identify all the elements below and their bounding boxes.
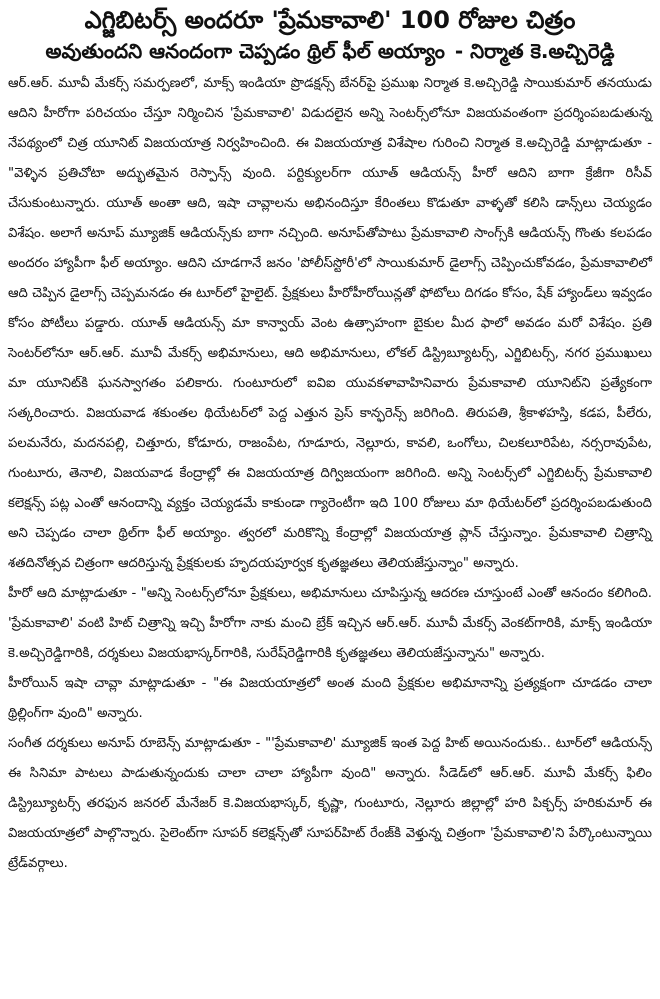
- paragraph-producer-quote: ఆర్.ఆర్. మూవీ మేకర్స్ సమర్పణలో, మాక్స్ ఇండియా ప్రొడక్షన్స్ బేనర్‌పై ప్రముఖ నిర్మాత కె.అచ్చిరెడ్డి సాయికుమార్ తనయుడు ఆదిని హీరోగా పరిచయం చేస్తూ నిర్మించిన 'ప్రేమకావాలి' విడుదలైన అన్ని సెంటర్స్‌లోనూ విజయవంతంగా ప్రదర్శింపబడుతున్న నేపథ్యంలో చిత్ర యూనిట్ విజయయాత్ర నిర్వహించింది. ఈ విజయయాత్ర విశేషాల గురించి నిర్మాత కె.అచ్చిరెడ్డి మాట్లాడుతూ - "వెళ్ళిన ప్రతిచోటా అద్భుతమైన రెస్పాన్స్ వుంది. పర్టిక్యులర్‌గా యూత్ ఆడియన్స్ హీరో ఆదిని బాగా క్రేజీగా రిసీవ్ చేసుకుంటున్నారు. యూత్ అంతా ఆది, ఇషా చావ్లాలను అభినందిస్తూ కేరింతలు కొడుతూ వాళ్ళతో కలిసి డాన్స్‌లు చెయ్యడం విశేషం. అలాగే అనూప్ మ్యూజిక్ ఆడియన్స్‌కు బాగా నచ్చింది. అనూప్‌తోపాటు ప్రేమకావాలి సాంగ్స్‌కి ఆడియన్స్ గొంతు కలపడం అందరం హ్యాపీగా ఫీల్ అయ్యాం. ఆదిని చూడగానే జనం 'పోలీస్‌స్టోరీ'లో సాయికుమార్ డైలాగ్స్ చెప్పించుకోవడం, ప్రేమకావాలిలో ఆది చెప్పిన డైలాగ్స్ చెప్పమనడం ఈ టూర్‌లో హైలైట్. ప్రేక్షకులు హీరోహీరోయిన్లతో ఫోటోలు దిగడం కోసం, షేక్ హ్యాండ్‌లు ఇవ్వడం కోసం పోటీలు పడ్డారు. యూత్ ఆడియన్స్ మా కాన్వాయ్ వెంట ఉత్సాహంగా బైకుల మీద ఫాలో అవడం మరో విశేషం. ప్రతి సెంటర్‌లోనూ ఆర్.ఆర్. మూవీ మేకర్స్ అభిమానులు, ఆది అభిమానులు, లోకల్ డిస్ట్రిబ్యూటర్స్, ఎగ్జిబిటర్స్, నగర ప్రముఖులు మా యూనిట్‌కి ఘనస్వాగతం పలికారు. గుంటూరులో ఐవిఐ యువకళావాహినివారు ప్రేమకావాలి యూనిట్‌ని ప్రత్యేకంగా సత్కరించారు. విజయవాడ శకుంతల థియేటర్‌లో పెద్ద ఎత్తున ప్రెస్ కాన్ఫరెన్స్ జరిగింది. తిరుపతి, శ్రీకాళహస్తి, కడప, పీలేరు, పలమనేరు, మదనపల్లి, చిత్తూరు, కోడూరు, రాజంపేట, గూడూరు, నెల్లూరు, కావలి, ఒంగోలు, చిలకలూరిపేట, నర్సరావుపేట, గుంటూరు, తెనాలి, విజయవాడ కేంద్రాల్లో ఈ విజయయాత్ర దిగ్విజయంగా జరిగింది. అన్ని సెంటర్స్‌లో ఎగ్జిబిటర్స్ ప్రేమకావాలి కలెక్షన్స్ పట్ల ఎంతో ఆనందాన్ని వ్యక్తం చెయ్యడమే కాకుండా గ్యారెంటీగా ఇది 100 రోజులు మా థియేటర్‌లో ప్రదర్శింపబడుతుంది అని చెప్పడం చాలా థ్రిల్‌గా ఫీల్ అయ్యాం. త్వరలో మరికొన్ని కేంద్రాల్లో విజయయాత్ర ప్లాన్ చేస్తున్నాం. ప్రేమకావాలి చిత్రాన్ని శతదినోత్సవ చిత్రంగా ఆదరిస్తున్న ప్రేక్షకులకు హృదయపూర్వక కృతజ్ఞతలు తెలియజేస్తున్నాం" అన్నారు.: [8, 75, 652, 571]
- headline-line-1: ఎగ్జిబిటర్స్ అందరూ 'ప్రేమకావాలి' 100 రోజుల చిత్రం: [84, 6, 576, 34]
- paragraph-music-director-quote: సంగీత దర్శకులు అనూప్ రూబెన్స్ మాట్లాడుతూ - "'ప్రేమకావాలి' మ్యూజిక్ ఇంత పెద్ద హిట్ అయినందుకు.. టూర్‌లో ఆడియన్స్ ఈ సినిమా పాటలు పాడుతున్నందుకు చాలా చాలా హ్యాపీగా వుంది" అన్నారు. సీడెడ్‌లో ఆర్.ఆర్. మూవీ మేకర్స్ ఫిలిం డిస్ట్రిబ్యూటర్స్ తరఫున జనరల్ మేనేజర్ కె.విజయభాస్కర్, కృష్ణా, గుంటూరు, నెల్లూరు జిల్లాల్లో హరి పిక్చర్స్ హరికుమార్ ఈ విజయయాత్రలో పాల్గొన్నారు. సైలెంట్‌గా సూపర్ కలెక్షన్స్‌తో సూపర్‌హిట్ రేంజ్‌కి వెళ్తున్న చిత్రంగా 'ప్రేమకావాలి'ని పేర్కొంటున్నాయి ట్రేడ్‌వర్గాలు.: [8, 735, 652, 871]
- paragraph-heroine-quote: హీరోయిన్ ఇషా చావ్లా మాట్లాడుతూ - "ఈ విజయయాత్రలో అంత మంది ప్రేక్షకుల అభిమానాన్ని ప్రత్యక్షంగా చూడడం చాలా థ్రిల్లింగ్‌గా వుంది" అన్నారు.: [8, 675, 652, 721]
- paragraph-hero-quote: హీరో ఆది మాట్లాడుతూ - "అన్ని సెంటర్స్‌లోనూ ప్రేక్షకులు, అభిమానులు చూపిస్తున్న ఆదరణ చూస్తుంటే ఎంతో ఆనందం కలిగింది. 'ప్రేమకావాలి' వంటి హిట్ చిత్రాన్ని ఇచ్చి హీరోగా నాకు మంచి బ్రేక్ ఇచ్చిన ఆర్.ఆర్. మూవీ మేకర్స్ వెంకట్‌గారికి, మాక్స్ ఇండియా కె.అచ్చిరెడ్డిగారికి, దర్శకులు విజయభాస్కర్‌గారికి, సురేష్‌రెడ్డిగారికి కృతజ్ఞతలు తెలియజేస్తున్నాను" అన్నారు.: [8, 585, 652, 661]
- headline-line-2: అవుతుందని ఆనందంగా చెప్పడం థ్రిల్ ఫీల్ అయ్యాం: [45, 38, 445, 63]
- author-byline: - నిర్మాత కె.అచ్చిరెడ్డి: [454, 38, 615, 63]
- headline-line-2-row: [8, 39, 652, 63]
- article-body: [8, 69, 652, 879]
